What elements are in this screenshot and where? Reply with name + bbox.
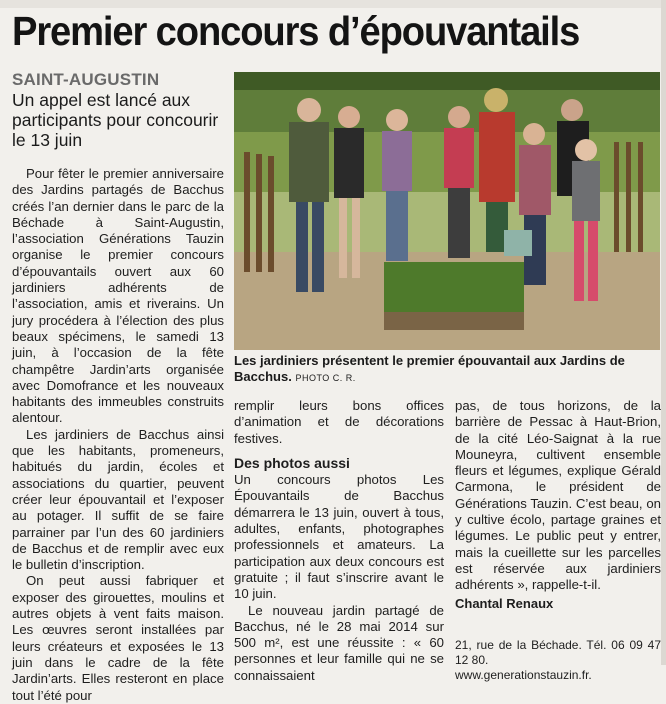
section-title: Des photos aussi: [234, 454, 350, 471]
article-column-2: [234, 398, 444, 684]
paragraph: Un concours photos Les Épouvantails de Bacchus démarrera le 13 juin, ouvert à tous, adultes, enfants, photographes professionnels et amateurs. La participation aux deux concours est gratuite ; il faut s’inscrire avant le 10 juin.: [234, 472, 444, 602]
article-photo: [234, 72, 660, 350]
paragraph: pas, de tous horizons, de la barrière de Pessac à Haut-Brion, de la cité Léo-Saignat à la rue Mouneyra, cultivent ensemble fleurs et légumes, explique Gérald Carmona, le président de Générations Tauzin. C’est beau, on y cultive écolo, partage graines et légumes. Le public peut y entrer, mais la cueillette sur les parcelles est réservée aux jardiniers adhérents », rappelle-t-il.: [455, 398, 661, 593]
website-line: www.generationstauzin.fr.: [455, 667, 592, 682]
photo-caption: [234, 353, 660, 386]
kicker-location: SAINT-AUGUSTIN: [12, 70, 160, 89]
article-column-3: [455, 398, 661, 683]
author-signature: Chantal Renaux: [455, 595, 554, 611]
paragraph: remplir leurs bons offices d’animation et de décorations festives.: [234, 398, 444, 446]
article-column-1: [12, 166, 224, 704]
paragraph: Le nouveau jardin partagé de Bacchus, né le 28 mai 2014 sur 500 m², est une réussite : « 60 personnes et leur famille qui ne se connaissaient: [234, 602, 444, 683]
caption-text: Les jardiniers présentent le premier épouvantail aux Jardins de Bacchus.: [234, 353, 625, 384]
paragraph: Les jardiniers de Bacchus ainsi que les habitants, promeneurs, habitués du jardin, écoles et associations du quartier, peuvent créer leur épouvantail et l’exposer au potager. Il suffit de se faire parrainer par l’un des 60 jardiniers de Bacchus et de remplir avec eux le bulletin d’inscription.: [12, 426, 224, 573]
contact-address: [455, 638, 661, 683]
paragraph: On peut aussi fabriquer et exposer des girouettes, moulins et autres objets à vent faits maison. Les œuvres seront installées par leurs créateurs et exposées le 13 juin dans le cadre de la fête Jardin’arts. Elles resteront en place tout l’été pour: [12, 573, 224, 703]
subheadline: Un appel est lancé aux participants pour concourir le 13 juin: [12, 90, 219, 150]
headline: Premier concours d’épouvantails: [12, 8, 580, 54]
photo-credit: PHOTO C. R.: [295, 373, 356, 383]
address-line: 21, rue de la Béchade. Tél. 06 09 47 12 80.: [455, 637, 661, 667]
garden-photo-illustration: [234, 72, 660, 350]
paragraph: Pour fêter le premier anniversaire des Jardins partagés de Bacchus créés l’an dernier dans le parc de la Béchade à Saint-Augustin, l’association Générations Tauzin organise le premier concours d’épouvantails ouvert aux 60 jardiniers adhérents de l’association, amis et riverains. Un jury procédera à l’élection des plus beaux spécimens, le samedi 13 juin, à l’occasion de la fête champêtre Jardin’arts organisée avec Domofrance et les nouveaux habitants des immeubles construits alentour.: [12, 166, 224, 426]
page-edge: [661, 0, 666, 665]
